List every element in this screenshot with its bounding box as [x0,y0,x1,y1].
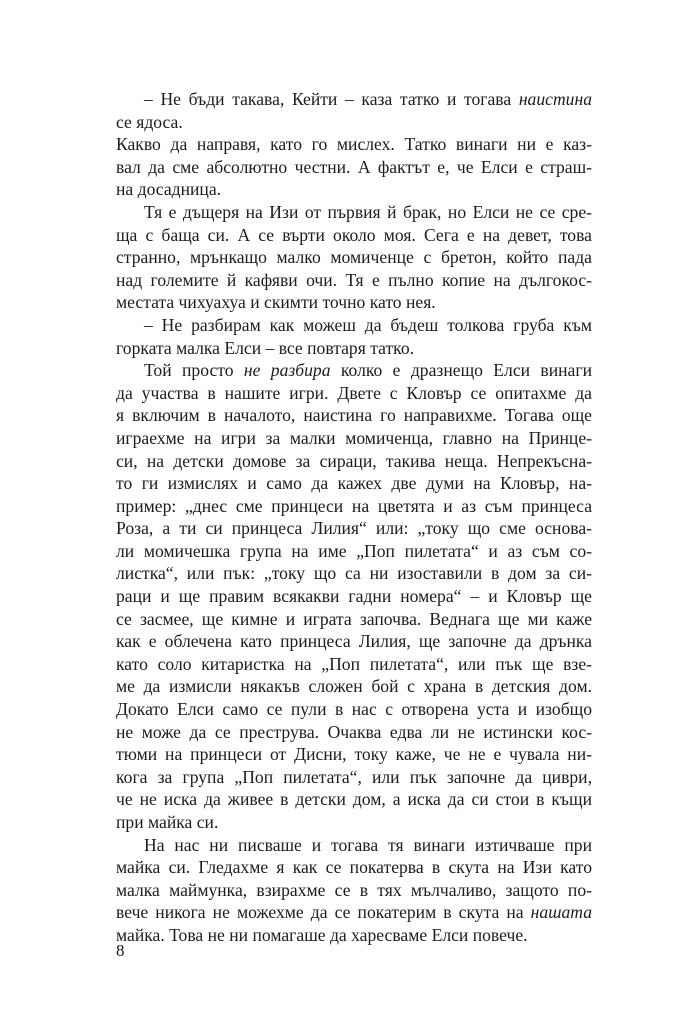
text-run: да участва в нашите игри. Двете с Кловър се опитахме да [116,382,592,403]
text-line [116,404,592,427]
text-run: местата чихуахуа и скимти точно като нея. [116,292,436,313]
text-run: как е облечена като принцеса Лилия, ще започне да дрънка [116,631,592,652]
emphasis-run: не разбира [243,360,331,381]
text-run: при майка си. [116,812,219,832]
text-run: На нас ни писваше и тогава тя винаги изтичваше при [144,834,592,855]
text-line [116,721,592,744]
text-run: ща с баща си. А се върти около моя. Сега е на девет, това [116,224,592,245]
paragraph [116,359,592,833]
text-run: раци и ще правим всякакви гадни номера“ – и Кловър ще [116,586,592,607]
text-run: я включим в началото, наистина го направихме. Тогава още [116,405,592,426]
paragraph [116,133,592,201]
paragraph [116,88,592,133]
text-line [116,382,592,405]
text-line [116,178,592,201]
text-line [116,766,592,789]
text-line [116,269,592,292]
text-line [116,133,592,156]
text-line [116,359,592,382]
text-line [116,450,592,473]
text-run: – Не разбирам как можеш да бъдеш толкова груба към [144,314,592,335]
text-line [116,698,592,721]
text-line [116,856,592,879]
text-line [116,788,592,811]
text-line [116,608,592,631]
text-run: вече никога не можехме да се покатерим в скута на [116,902,531,923]
text-run: – Не бъди такава, Кейти – каза татко и тогава [144,89,519,109]
text-line [116,743,592,766]
text-line [116,201,592,224]
text-run: ли момичешка група на име „Поп пилетата“ и аз съм со- [116,540,592,561]
body-text [116,88,592,947]
text-line [116,585,592,608]
text-line [116,879,592,902]
text-run: се ядоса. [116,111,183,132]
text-run: като соло китаристка на „Поп пилетата“, или пък ще взе- [116,653,592,674]
paragraph [116,201,592,314]
text-line [116,517,592,540]
text-line [116,427,592,450]
text-run: то ги измислях и само да кажех две думи на Кловър, на- [116,473,592,494]
text-line [116,811,592,834]
text-line [116,495,592,518]
text-run: се засмее, ще кимне и играта започва. Веднага ще ми каже [116,608,592,629]
text-run: си, на детски домове за сираци, такива неща. Непрекъсна- [116,450,592,471]
text-line [116,88,592,111]
text-run: на досадница. [116,179,222,200]
text-run: Той просто [144,360,244,381]
text-run: майка си. Гледахме я как се покатерва в скута на Изи като [116,857,592,878]
text-run: че не иска да живее в детски дом, а иска да си стои в къщи [116,789,592,810]
text-run: Роза, а ти си принцеса Лилия“ или: „току що сме основа- [116,518,592,539]
text-line [116,562,592,585]
text-line [116,630,592,653]
text-run: вал да сме абсолютно честни. А фактът е, че Елси е страш- [116,156,592,177]
text-run: Какво да направя, като го мислех. Татко винаги ни е каз- [116,134,592,155]
text-line [116,156,592,179]
text-line [116,540,592,563]
text-run: малка маймунка, взирахме се в тях мълчаливо, защото по- [116,879,592,900]
text-run: пример: „днес сме принцеси на цветята и аз съм принцеса [116,495,592,516]
text-run: над големите й кафяви очи. Тя е пълно копие на дългокос- [116,269,592,290]
text-line [116,924,592,947]
text-run: тюми на принцеси от Дисни, току каже, че не е чувала ни- [116,744,592,765]
text-line [116,653,592,676]
text-run: горката малка Елси – все повтаря татко. [116,337,415,358]
paragraph [116,314,592,359]
text-run: ме да измисли някакъв сложен бой с храна в детския дом. [116,676,592,697]
text-run: кога за група „Поп пилетата“, или пък започне да циври, [116,766,592,787]
text-line [116,224,592,247]
text-run: не може да се преструва. Очаква едва ли не истински кос- [116,721,592,742]
text-run: Тя е дъщеря на Изи от първия й брак, но Елси не се сре- [144,201,592,222]
text-run: колко е дразнещо Елси винаги [330,360,592,381]
paragraph [116,834,592,947]
text-run: Докато Елси само се пули в нас с отворена уста и изобщо [116,699,592,720]
text-line [116,337,592,360]
page-number: 8 [116,941,125,960]
emphasis-run: нашата [530,902,592,923]
text-run: майка. Това не ни помагаше да харесваме Елси повече. [116,924,528,945]
emphasis-run: наистина [518,89,592,109]
text-run: листка“, или пък: „току що са ни изоставили в дом за си- [116,563,592,584]
text-line [116,246,592,269]
text-line [116,314,592,337]
text-line [116,675,592,698]
text-line [116,834,592,857]
text-run: странно, мрънкащо малко момиченце с бретон, който пада [116,247,592,268]
text-run: играехме на игри за малки момиченца, главно на Принце- [116,427,592,448]
text-line [116,291,592,314]
text-line [116,472,592,495]
text-line [116,111,592,134]
text-line [116,901,592,924]
